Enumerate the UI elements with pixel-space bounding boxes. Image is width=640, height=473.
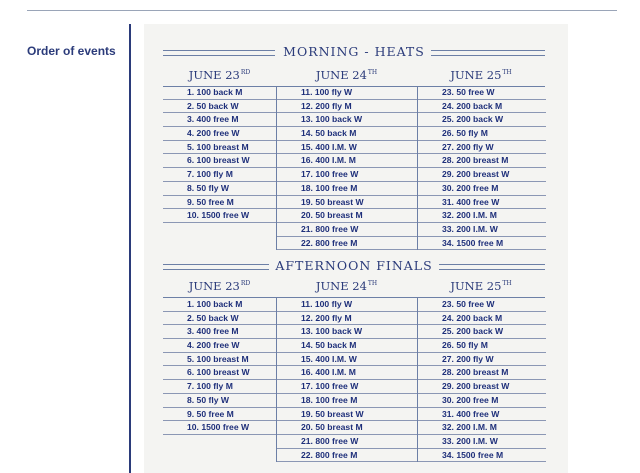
event-row: 5. 100 breast M bbox=[163, 141, 276, 155]
event-row: 28. 200 breast M bbox=[418, 154, 546, 168]
top-divider bbox=[27, 10, 617, 11]
event-row: 14. 50 back M bbox=[277, 127, 418, 141]
event-row: 15. 400 I.M. W bbox=[277, 141, 418, 155]
day-header-june-23: JUNE 23RD bbox=[163, 279, 276, 298]
event-row: 29. 200 breast W bbox=[418, 380, 546, 394]
event-row: 25. 200 back W bbox=[418, 113, 546, 127]
event-row: 27. 200 fly W bbox=[418, 353, 546, 367]
day-header-june-24: JUNE 24TH bbox=[276, 279, 417, 298]
event-row: 1. 100 back M bbox=[163, 298, 276, 312]
day-header-june-25: JUNE 25TH bbox=[417, 68, 545, 87]
morning-june-23-events bbox=[163, 86, 276, 223]
event-row: 24. 200 back M bbox=[418, 312, 546, 326]
event-row: 7. 100 fly M bbox=[163, 380, 276, 394]
day-header-june-25: JUNE 25TH bbox=[417, 279, 545, 298]
event-row: 13. 100 back W bbox=[277, 325, 418, 339]
event-row: 10. 1500 free W bbox=[163, 421, 276, 435]
event-row: 33. 200 I.M. W bbox=[418, 223, 546, 237]
event-row: 12. 200 fly M bbox=[277, 100, 418, 114]
event-row: 2. 50 back W bbox=[163, 312, 276, 326]
morning-june-24-events bbox=[276, 86, 418, 250]
vertical-divider bbox=[129, 24, 131, 473]
event-row: 23. 50 free W bbox=[418, 298, 546, 312]
event-row: 8. 50 fly W bbox=[163, 182, 276, 196]
event-row: 34. 1500 free M bbox=[418, 237, 546, 251]
event-row: 29. 200 breast W bbox=[418, 168, 546, 182]
event-row: 6. 100 breast W bbox=[163, 366, 276, 380]
section-title-morning: MORNING - HEATS bbox=[277, 44, 431, 59]
event-row: 22. 800 free M bbox=[277, 449, 418, 463]
event-row: 9. 50 free M bbox=[163, 196, 276, 210]
event-row: 16. 400 I.M. M bbox=[277, 154, 418, 168]
event-row: 2. 50 back W bbox=[163, 100, 276, 114]
event-row: 24. 200 back M bbox=[418, 100, 546, 114]
event-row: 25. 200 back W bbox=[418, 325, 546, 339]
event-row: 10. 1500 free W bbox=[163, 209, 276, 223]
event-row: 20. 50 breast M bbox=[277, 421, 418, 435]
section-title-afternoon: AFTERNOON FINALS bbox=[269, 258, 438, 273]
event-row: 5. 100 breast M bbox=[163, 353, 276, 367]
event-row: 16. 400 I.M. M bbox=[277, 366, 418, 380]
event-row: 26. 50 fly M bbox=[418, 339, 546, 353]
event-row: 4. 200 free W bbox=[163, 127, 276, 141]
event-row: 32. 200 I.M. M bbox=[418, 209, 546, 223]
event-row: 19. 50 breast W bbox=[277, 196, 418, 210]
event-row: 1. 100 back M bbox=[163, 86, 276, 100]
morning-heats-header bbox=[163, 44, 545, 64]
event-row: 17. 100 free W bbox=[277, 168, 418, 182]
order-of-events-label: Order of events bbox=[27, 44, 116, 58]
event-row: 12. 200 fly M bbox=[277, 312, 418, 326]
event-row: 31. 400 free W bbox=[418, 408, 546, 422]
event-row: 20. 50 breast M bbox=[277, 209, 418, 223]
event-row: 31. 400 free W bbox=[418, 196, 546, 210]
event-row: 19. 50 breast W bbox=[277, 408, 418, 422]
afternoon-june-25-events bbox=[417, 298, 546, 462]
event-row: 17. 100 free W bbox=[277, 380, 418, 394]
event-row: 14. 50 back M bbox=[277, 339, 418, 353]
event-row: 9. 50 free M bbox=[163, 408, 276, 422]
event-row: 15. 400 I.M. W bbox=[277, 353, 418, 367]
event-row: 32. 200 I.M. M bbox=[418, 421, 546, 435]
event-row: 18. 100 free M bbox=[277, 182, 418, 196]
event-row: 3. 400 free M bbox=[163, 325, 276, 339]
event-row: 30. 200 free M bbox=[418, 394, 546, 408]
event-row: 13. 100 back W bbox=[277, 113, 418, 127]
schedule-panel bbox=[144, 24, 568, 473]
event-row: 3. 400 free M bbox=[163, 113, 276, 127]
event-row: 7. 100 fly M bbox=[163, 168, 276, 182]
afternoon-june-24-events bbox=[276, 298, 418, 462]
morning-june-25-events bbox=[417, 86, 546, 250]
day-header-june-24: JUNE 24TH bbox=[276, 68, 417, 87]
event-row: 30. 200 free M bbox=[418, 182, 546, 196]
event-row: 8. 50 fly W bbox=[163, 394, 276, 408]
event-row: 26. 50 fly M bbox=[418, 127, 546, 141]
event-row: 28. 200 breast M bbox=[418, 366, 546, 380]
event-row: 11. 100 fly W bbox=[277, 298, 418, 312]
event-row: 33. 200 I.M. W bbox=[418, 435, 546, 449]
event-row: 34. 1500 free M bbox=[418, 449, 546, 463]
event-row: 21. 800 free W bbox=[277, 435, 418, 449]
event-row: 11. 100 fly W bbox=[277, 86, 418, 100]
event-row: 21. 800 free W bbox=[277, 223, 418, 237]
event-row: 6. 100 breast W bbox=[163, 154, 276, 168]
event-row: 18. 100 free M bbox=[277, 394, 418, 408]
event-row: 22. 800 free M bbox=[277, 237, 418, 251]
event-row: 4. 200 free W bbox=[163, 339, 276, 353]
event-row: 23. 50 free W bbox=[418, 86, 546, 100]
event-row: 27. 200 fly W bbox=[418, 141, 546, 155]
afternoon-finals-header bbox=[163, 258, 545, 278]
afternoon-june-23-events bbox=[163, 298, 276, 435]
day-header-june-23: JUNE 23RD bbox=[163, 68, 276, 87]
